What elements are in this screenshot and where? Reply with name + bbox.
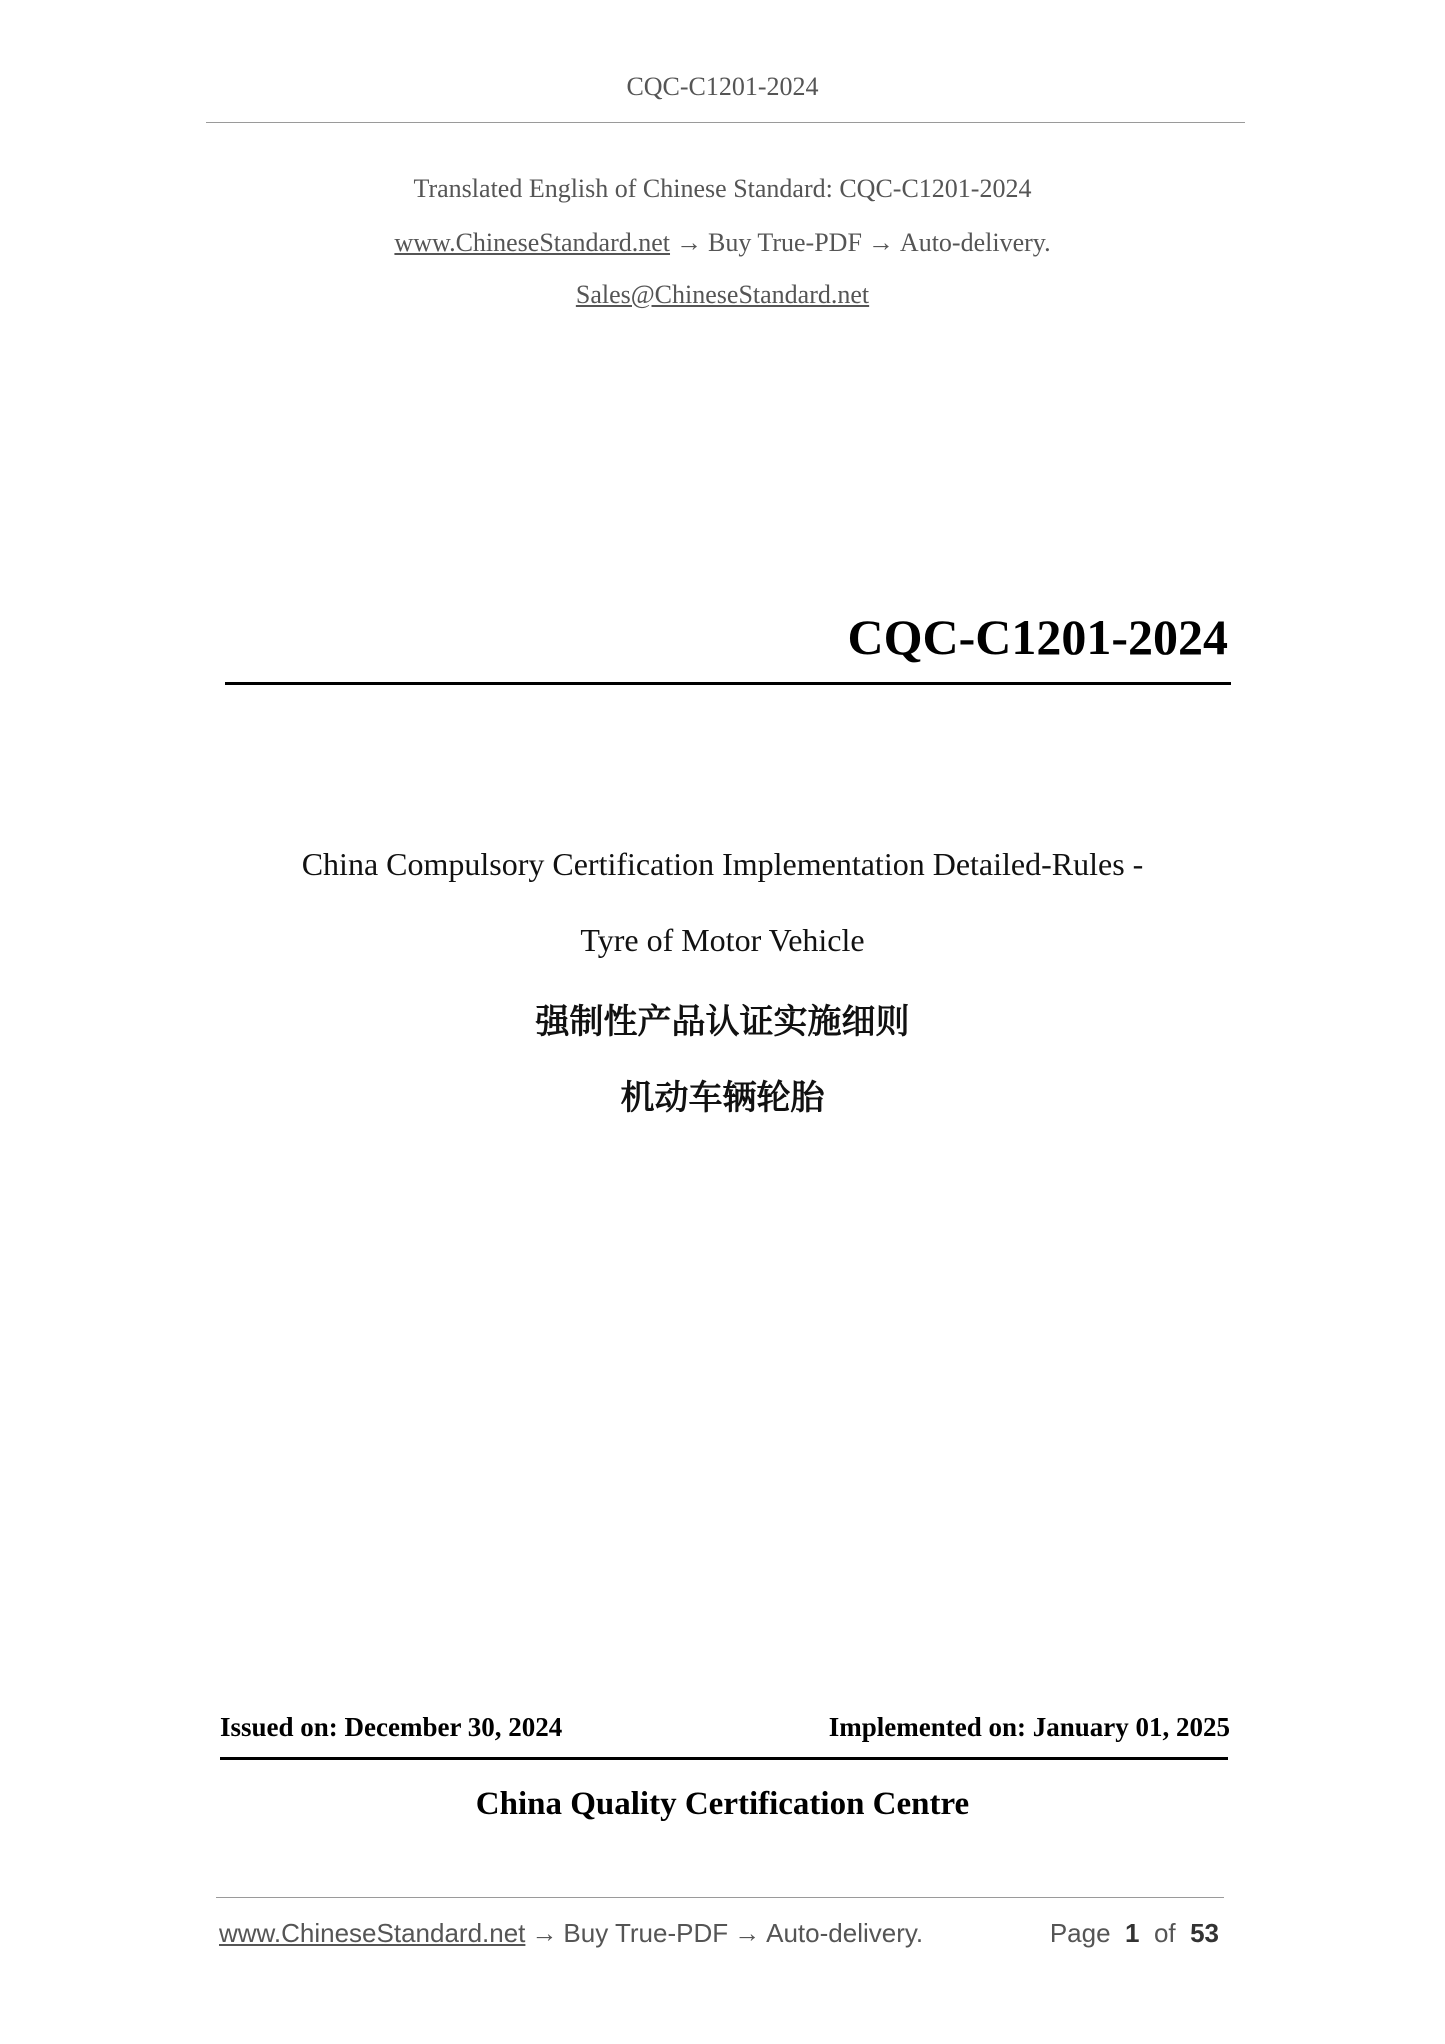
page-label: Page <box>1049 1918 1111 1948</box>
footer <box>219 1918 1225 1952</box>
buy-text: Buy True-PDF <box>708 228 862 257</box>
footer-buy-text: Buy True-PDF <box>563 1918 729 1948</box>
page-total: 53 <box>1190 1918 1219 1948</box>
title-chinese-line-1: 强制性产品认证实施细则 <box>535 1003 910 1041</box>
page-indicator <box>1050 1918 1219 1949</box>
page-number: 1 <box>1125 1918 1140 1948</box>
footer-site-link[interactable]: www.ChineseStandard.net <box>219 1918 526 1948</box>
title-english-line-1: China Compulsory Certification Implementation Detailed-Rules - <box>301 846 1144 882</box>
site-link[interactable]: www.ChineseStandard.net <box>394 228 671 257</box>
title-chinese-line-2: 机动车辆轮胎 <box>620 1079 825 1117</box>
issued-date: Issued on: December 30, 2024 <box>220 1712 563 1742</box>
standard-code: CQC-C1201-2024 <box>847 609 1228 665</box>
footer-divider <box>216 1897 1224 1898</box>
footer-buy-line <box>219 1918 923 1949</box>
buy-line <box>0 227 1445 258</box>
translated-line: Translated English of Chinese Standard: CQC-C1201-2024 <box>413 174 1032 203</box>
right-arrow-icon: → <box>867 227 894 257</box>
email-line <box>0 280 1445 310</box>
footer-delivery-text: Auto-delivery. <box>766 1918 924 1948</box>
dates-row <box>220 1712 1230 1748</box>
implemented-date: Implemented on: January 01, 2025 <box>828 1712 1230 1742</box>
right-arrow-icon: → <box>531 1918 558 1948</box>
right-arrow-icon: → <box>676 227 703 257</box>
dates-divider <box>220 1757 1228 1760</box>
title-english-line-2: Tyre of Motor Vehicle <box>580 922 865 958</box>
delivery-text: Auto-delivery. <box>899 228 1051 257</box>
email-link[interactable]: Sales@ChineseStandard.net <box>575 280 870 309</box>
of-label: of <box>1153 1918 1176 1948</box>
right-arrow-icon: → <box>734 1918 761 1948</box>
standard-code-divider <box>225 682 1231 685</box>
organization-name: China Quality Certification Centre <box>475 1786 970 1822</box>
header-divider <box>206 122 1245 123</box>
header-code: CQC-C1201-2024 <box>626 72 819 101</box>
